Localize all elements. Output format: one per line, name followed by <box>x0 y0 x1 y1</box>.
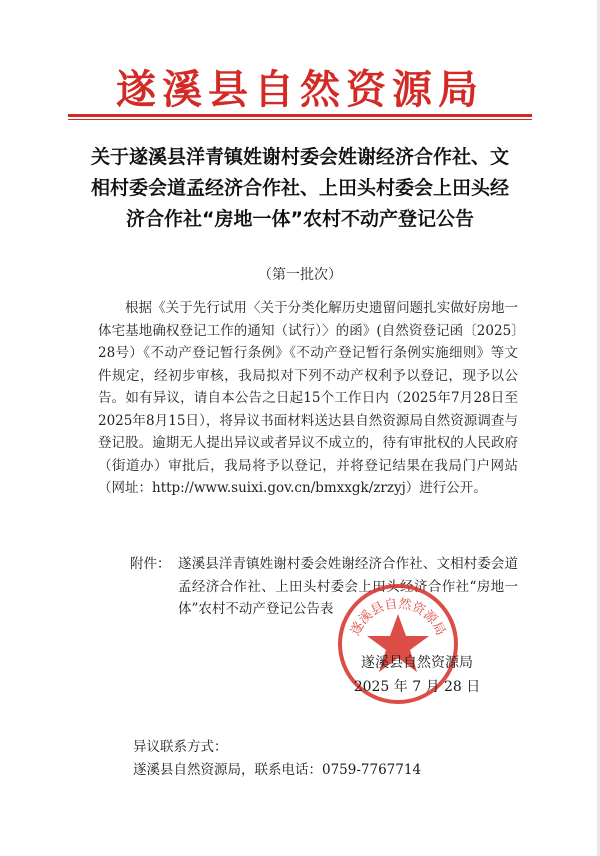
contact-line: 遂溪县自然资源局，联系电话：0759-7767714 <box>133 762 422 778</box>
contact-label: 异议联系方式： <box>133 739 228 755</box>
letterhead-rule-thick <box>68 114 532 117</box>
seal-text: 遂溪县自然资源局 <box>348 596 448 639</box>
attachment-label: 附件： <box>130 556 171 572</box>
attachment-text: 遂溪县洋青镇姓谢村委会姓谢经济合作社、文相村委会道孟经济合作社、上田头村委会上田头经济合作社“房地一体”农村不动产登记公告表 <box>178 556 518 617</box>
notice-title: 关于遂溪县洋青镇姓谢村委会姓谢经济合作社、文相村委会道孟经济合作社、上田头村委会上田头经济合作社“房地一体”农村不动产登记公告 <box>90 146 509 230</box>
contact-block <box>133 736 421 782</box>
signature-date: 2025 年 7 月 28 日 <box>353 679 481 695</box>
signature-block <box>332 651 502 699</box>
notice-body: 根据《关于先行试用〈关于分类化解历史遗留问题扎实做好房地一体宅基地确权登记工作的通知（试行）〉的函》(自然资登记函〔2025〕28号）《不动产登记暂行条例》《不动产登记暂行条例实施细则》等文件规定，经初步审核，我局拟对下列不动产权利予以登记，现予以公告。如有异议，请自本公告之日起15个工作日内（2025年7月28日至2025年8月15日），将异议书面材料送达县自然资源局自然资源调查与登记股。逾期无人提出异议或者异议不成立的，待有审批权的人民政府（街道办）审批后，我局将予以登记，并将登记结果在我局门户网站（网址：http://www.suixi.gov.cn/bmxxgk/zrzyj）进行公开。 <box>98 300 518 496</box>
letterhead-title: 遂溪县自然资源局 <box>116 66 484 113</box>
letterhead-rule-thin <box>68 119 532 120</box>
batch-label: （第一批次） <box>258 267 342 283</box>
signature-org: 遂溪县自然资源局 <box>361 655 473 671</box>
